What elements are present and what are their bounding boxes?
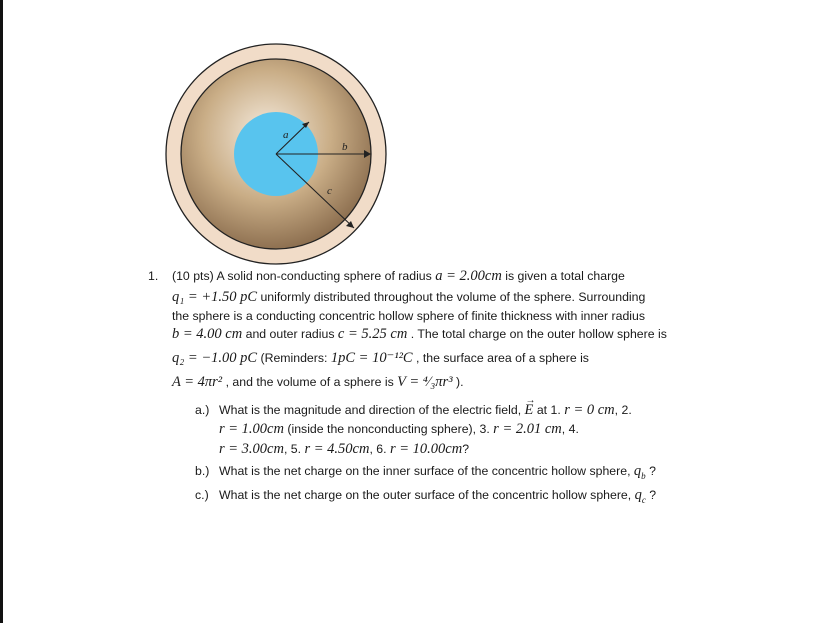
- charge-qc-subscript: c: [641, 494, 646, 505]
- problem-line-1: [172, 268, 625, 284]
- concentric-spheres-figure: [165, 38, 395, 268]
- label-b: b: [342, 141, 348, 153]
- part-a-label: a.): [195, 403, 210, 417]
- problem-line-2: [172, 289, 645, 305]
- radius-a-value: a = 2.00cm: [435, 268, 502, 284]
- line4-post: . The total charge on the outer hollow sphere is: [410, 327, 667, 341]
- line1-pre: A solid non-conducting sphere of radius: [216, 269, 432, 283]
- radius-5: r = 4.50cm: [304, 441, 370, 457]
- charge-qb-subscript: b: [641, 470, 646, 481]
- problem-line-4: [172, 326, 667, 342]
- part-a-sep-2: , 2.: [614, 403, 632, 417]
- problem-line-3: the sphere is a conducting concentric hollow sphere of finite thickness with inner radius: [172, 309, 646, 323]
- part-a-sep-4: , 4.: [561, 422, 579, 436]
- radius-b-value: b = 4.00 cm: [172, 326, 243, 342]
- reminders-label: (Reminders:: [260, 351, 328, 365]
- problem-number: 1.: [148, 269, 159, 283]
- line1-post: is given a total charge: [505, 269, 625, 283]
- part-c-label: c.): [195, 488, 209, 502]
- part-a-question: What is the magnitude and direction of the electric field,: [219, 403, 522, 417]
- part-a-line-1: [219, 402, 632, 418]
- radius-2: r = 1.00cm: [219, 421, 284, 437]
- line6-mid: , and the volume of a sphere is: [225, 375, 394, 389]
- charge-qb-symbol: $q_b$: [633, 463, 646, 481]
- part-c-question: What is the net charge on the outer surface of the concentric hollow sphere,: [219, 488, 632, 502]
- part-b-question-mark: ?: [649, 464, 656, 478]
- part-c-question-mark: ?: [649, 488, 657, 502]
- line4-mid: and outer radius: [245, 327, 335, 341]
- part-c-line: [219, 487, 656, 508]
- radius-3: r = 2.01 cm: [493, 421, 562, 437]
- line6-post: ).: [455, 375, 464, 389]
- radius-1: r = 0 cm: [564, 402, 615, 418]
- part-b-line: [219, 463, 656, 484]
- problem-line-5: [172, 350, 589, 366]
- part-a-line-3: [219, 441, 469, 457]
- part-b-label: b.): [195, 464, 210, 478]
- volume-formula: V = ⁴⁄₃πr³: [397, 374, 453, 390]
- radius-c-value: c = 5.25 cm: [337, 326, 408, 342]
- part-a-sep-3: , 3.: [472, 422, 490, 436]
- points-label: (10 pts): [172, 269, 214, 283]
- part-a-at: at 1.: [536, 403, 561, 417]
- part-a-line-2: [219, 421, 579, 437]
- part-a-sep-5: , 5.: [283, 442, 302, 456]
- charge-q1-value: q₁ = +1.50 pC: [172, 289, 258, 305]
- surface-area-formula: A = 4πr²: [172, 374, 223, 390]
- radius-6: r = 10.00cm: [389, 441, 463, 457]
- label-c: c: [327, 185, 332, 197]
- line5-post: , the surface area of a sphere is: [416, 351, 589, 365]
- part-a-inside-note: (inside the nonconducting sphere): [287, 422, 473, 436]
- picocoulomb-definition: 1pC = 10⁻¹²C: [330, 350, 413, 366]
- electric-field-symbol: → E: [525, 402, 534, 418]
- charge-qc-symbol: $q_c$: [634, 487, 646, 505]
- charge-q2-value: q₂ = −1.00 pC: [172, 350, 258, 366]
- radius-4: r = 3.00cm: [219, 441, 284, 457]
- label-a: a: [283, 129, 289, 141]
- part-a-sep-6: , 6.: [369, 442, 387, 456]
- line2-post: uniformly distributed throughout the volume of the sphere. Surrounding: [260, 290, 646, 304]
- problem-line-6: [172, 374, 463, 390]
- part-a-question-mark: ?: [462, 442, 470, 456]
- window-left-border: [0, 0, 3, 623]
- part-b-question: What is the net charge on the inner surface of the concentric hollow sphere,: [219, 464, 631, 478]
